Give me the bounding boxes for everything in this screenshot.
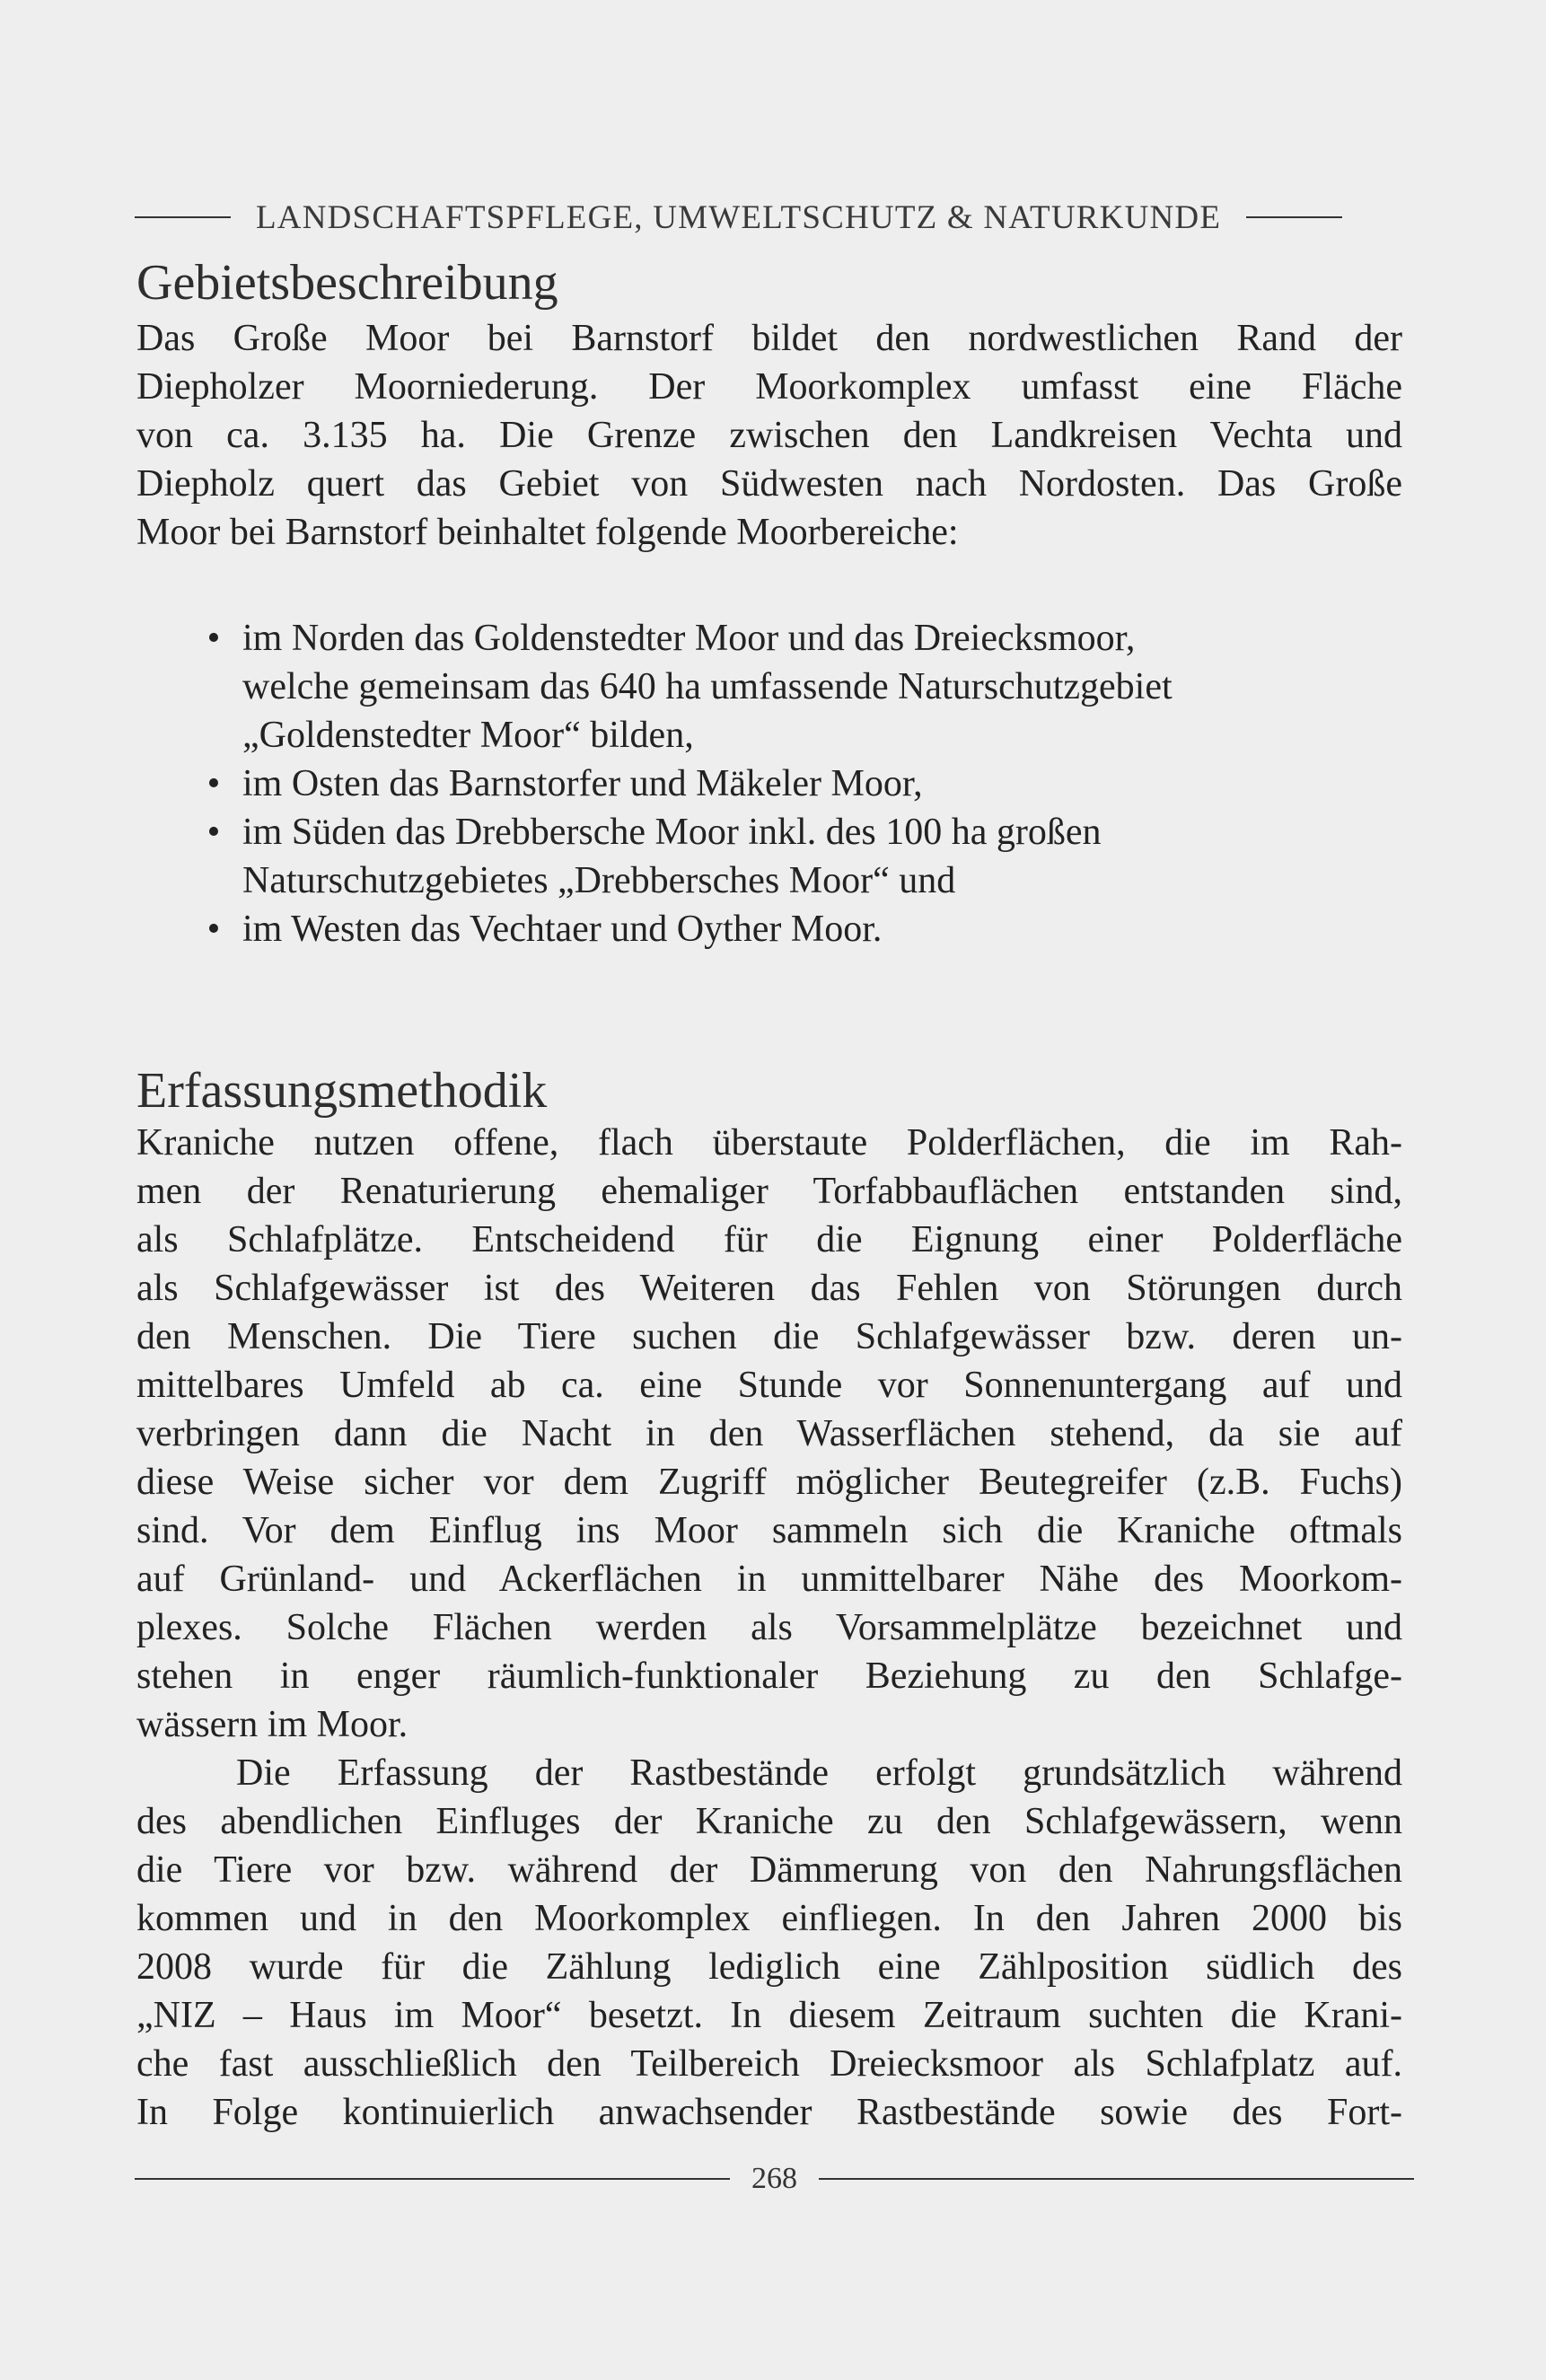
section1-paragraph bbox=[136, 314, 1402, 557]
moor-areas-list bbox=[136, 614, 1402, 953]
text-line: „Goldenstedter Moor“ bilden, bbox=[242, 715, 694, 756]
text-line: men der Renaturierung ehemaliger Torfabbauflächen entstanden sind, bbox=[136, 1171, 1402, 1212]
text-line: Das Große Moor bei Barnstorf bildet den nordwestlichen Rand der bbox=[136, 318, 1402, 359]
text-line: im Westen das Vechtaer und Oyther Moor. bbox=[242, 909, 883, 950]
list-item bbox=[136, 905, 1402, 953]
section2-paragraph-2 bbox=[136, 1749, 1402, 2137]
text-line: In Folge kontinuierlich anwachsender Rastbestände sowie des Fort- bbox=[136, 2092, 1402, 2133]
text-line: den Menschen. Die Tiere suchen die Schlafgewässer bzw. deren un- bbox=[136, 1316, 1402, 1357]
text-line: stehen in enger räumlich-funktionaler Beziehung zu den Schlafge- bbox=[136, 1655, 1402, 1697]
text-line: im Süden das Drebbersche Moor inkl. des 100 ha großen bbox=[242, 812, 1102, 853]
text-line: diese Weise sicher vor dem Zugriff möglicher Beutegreifer (z.B. Fuchs) bbox=[136, 1462, 1402, 1503]
bullet-icon: • bbox=[206, 812, 221, 853]
text-line: als Schlafgewässer ist des Weiteren das Fehlen von Störungen durch bbox=[136, 1268, 1402, 1309]
footer-rule-right bbox=[819, 2178, 1414, 2180]
text-line: wässern im Moor. bbox=[136, 1704, 408, 1745]
text-line: Moor bei Barnstorf beinhaltet folgende Moorbereiche: bbox=[136, 512, 959, 553]
text-line: che fast ausschließlich den Teilbereich Dreiecksmoor als Schlafplatz auf. bbox=[136, 2043, 1402, 2085]
text-line: plexes. Solche Flächen werden als Vorsammelplätze bezeichnet und bbox=[136, 1607, 1402, 1648]
text-line: „NIZ – Haus im Moor“ besetzt. In diesem Zeitraum suchten die Krani- bbox=[136, 1995, 1402, 2036]
text-line: Naturschutzgebietes „Drebbersches Moor“ und bbox=[242, 860, 956, 901]
bullet-icon: • bbox=[206, 618, 221, 659]
text-line: Die Erfassung der Rastbestände erfolgt grundsätzlich während bbox=[236, 1752, 1402, 1794]
text-line: verbringen dann die Nacht in den Wasserflächen stehend, da sie auf bbox=[136, 1413, 1402, 1454]
section2-paragraph-1 bbox=[136, 1119, 1402, 1749]
header-rule-left bbox=[135, 216, 231, 218]
running-title: LANDSCHAFTSPFLEGE, UMWELTSCHUTZ & NATURKUNDE bbox=[256, 198, 1222, 236]
header-rule-right bbox=[1246, 216, 1342, 218]
text-line: kommen und in den Moorkomplex einfliegen. In den Jahren 2000 bis bbox=[136, 1898, 1402, 1939]
text-line: mittelbares Umfeld ab ca. eine Stunde vor Sonnenuntergang auf und bbox=[136, 1365, 1402, 1406]
text-line: Diepholz quert das Gebiet von Südwesten nach Nordosten. Das Große bbox=[136, 463, 1402, 505]
text-line: auf Grünland- und Ackerflächen in unmittelbarer Nähe des Moorkom- bbox=[136, 1559, 1402, 1600]
page-footer bbox=[135, 2155, 1414, 2203]
text-line: die Tiere vor bzw. während der Dämmerung von den Nahrungsflächen bbox=[136, 1849, 1402, 1891]
bullet-icon: • bbox=[206, 763, 221, 804]
text-line: des abendlichen Einfluges der Kraniche zu den Schlafgewässern, wenn bbox=[136, 1801, 1402, 1842]
text-line: Kraniche nutzen offene, flach überstaute Polderflächen, die im Rah- bbox=[136, 1122, 1402, 1164]
text-line: 2008 wurde für die Zählung lediglich eine Zählposition südlich des bbox=[136, 1946, 1402, 1988]
text-line: als Schlafplätze. Entscheidend für die Eignung einer Polderfläche bbox=[136, 1219, 1402, 1260]
text-line: von ca. 3.135 ha. Die Grenze zwischen den Landkreisen Vechta und bbox=[136, 415, 1402, 456]
running-header bbox=[135, 193, 1414, 242]
section-heading-erfassungsmethodik: Erfassungsmethodik bbox=[136, 1063, 548, 1119]
list-item bbox=[136, 808, 1402, 905]
text-line: Diepholzer Moorniederung. Der Moorkomplex umfasst eine Fläche bbox=[136, 366, 1402, 408]
text-line: sind. Vor dem Einflug ins Moor sammeln sich die Kraniche oftmals bbox=[136, 1510, 1402, 1551]
bullet-icon: • bbox=[206, 909, 221, 950]
text-line: im Osten das Barnstorfer und Mäkeler Moor, bbox=[242, 763, 923, 804]
section-heading-gebietsbeschreibung: Gebietsbeschreibung bbox=[136, 255, 558, 311]
footer-rule-left bbox=[135, 2178, 730, 2180]
text-line: welche gemeinsam das 640 ha umfassende Naturschutzgebiet bbox=[242, 666, 1173, 707]
list-item bbox=[136, 614, 1402, 760]
list-item bbox=[136, 760, 1402, 808]
page-number: 268 bbox=[751, 2162, 797, 2195]
text-line: im Norden das Goldenstedter Moor und das Dreiecksmoor, bbox=[242, 618, 1136, 659]
